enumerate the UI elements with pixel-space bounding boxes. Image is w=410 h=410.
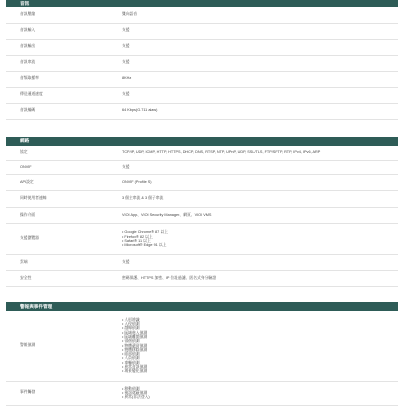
list-item: • 異常音訊偵測 (122, 365, 398, 369)
spec-key: 傳送通道速度 (6, 87, 116, 103)
list-item: • 人形辨識 (122, 318, 398, 322)
spec-value: 密碼保護、HTTPS 加密、IP 位址過濾、匿名式身分驗證 (116, 271, 398, 287)
list-item: • 車輛偵測 (122, 361, 398, 365)
table-row (6, 161, 398, 175)
spec-page (6, 0, 398, 406)
section-title: 音訊 (20, 0, 30, 6)
spec-value (116, 224, 398, 255)
spec-value: ONVIF (Profile S) (116, 175, 398, 191)
list-item: • 區域進入偵測 (122, 331, 398, 335)
spec-value: 8KHz (116, 71, 398, 87)
spec-value: 64 Kbps(G.711 alaw) (116, 103, 398, 119)
spec-value: 3 個主串流 & 3 個子串流 (116, 191, 398, 208)
browser-list (122, 230, 398, 247)
list-item: • 物體移除偵測 (122, 348, 398, 352)
table-row (6, 7, 398, 23)
table-row (6, 208, 398, 224)
detection-list (122, 318, 398, 374)
section-title: 警報與事件管理 (20, 303, 53, 309)
spec-key: 安全性 (6, 271, 116, 287)
table-row (6, 191, 398, 208)
table-row (6, 87, 398, 103)
spec-value: 支援 (116, 255, 398, 271)
list-item: • Safari® 11 以上 (122, 239, 398, 243)
event-list (122, 387, 398, 400)
table-row (6, 381, 398, 405)
section-header-audio (6, 0, 398, 7)
spec-key: 音訊串流 (6, 55, 116, 71)
list-item: • Microsoft® Edge 91 以上 (122, 243, 398, 247)
spec-key: 雲端 (6, 255, 116, 271)
list-item: • 移動偵測 (122, 387, 398, 391)
table-row (6, 55, 398, 71)
list-item: • 場景變化偵測 (122, 369, 398, 373)
spec-key: 支援瀏覽器 (6, 224, 116, 255)
list-item: • Firefox® 82 以上 (122, 235, 398, 239)
spec-key: 事件觸發 (6, 381, 116, 405)
list-item: • 徘徊偵測 (122, 339, 398, 343)
spec-key: 同時使用者連線 (6, 191, 116, 208)
table-row (6, 255, 398, 271)
spec-value (116, 311, 398, 381)
list-item: • 物體遺留偵測 (122, 344, 398, 348)
spec-value: 雙向語音 (116, 7, 398, 23)
list-item: • 人員偵測 (122, 356, 398, 360)
list-item: • 入侵偵測 (122, 322, 398, 326)
spec-key: 音訊壓縮 (6, 7, 116, 23)
spec-key: 音訊輸入 (6, 23, 116, 39)
network-spec-table (6, 146, 398, 288)
table-row (6, 311, 398, 381)
list-item: • 視訊遮蔽偵測 (122, 391, 398, 395)
list-item: • 越線偵測 (122, 326, 398, 330)
spec-key: ONVIF (6, 161, 116, 175)
table-row (6, 39, 398, 55)
list-item: • 區域離開偵測 (122, 335, 398, 339)
table-row (6, 224, 398, 255)
alarm-spec-table (6, 311, 398, 406)
spec-key: 協定 (6, 146, 116, 161)
spec-value: 支援 (116, 87, 398, 103)
spec-key: 音頻取樣率 (6, 71, 116, 87)
table-row (6, 23, 398, 39)
table-row (6, 103, 398, 119)
spec-value: 支援 (116, 55, 398, 71)
audio-spec-table (6, 7, 398, 120)
section-gap (6, 287, 398, 302)
spec-value: 支援 (116, 23, 398, 39)
spec-value: 支援 (116, 161, 398, 175)
spec-value (116, 381, 398, 405)
table-row (6, 146, 398, 161)
spec-key: 音訊編碼 (6, 103, 116, 119)
section-header-alarm (6, 302, 398, 311)
spec-key: 警報偵測 (6, 311, 116, 381)
spec-key: 操作介面 (6, 208, 116, 224)
spec-key: API設定 (6, 175, 116, 191)
spec-value: TCP/IP, UDP, ICMP, HTTP, HTTPS, DHCP, DNS, RTSP, NTP, UPnP, UDP, SSL/TLS, FTP/SFTP, RTP, IPv4, IPv6, ARP (116, 146, 398, 161)
spec-value: VIOI App、VIOI Security Manager、網頁、VIOI VMS (116, 208, 398, 224)
list-item: • Google Chrome® 87 以上 (122, 230, 398, 234)
spec-value: 支援 (116, 39, 398, 55)
section-title: 網路 (20, 138, 30, 143)
section-header-network (6, 137, 398, 146)
table-row (6, 271, 398, 287)
section-gap (6, 120, 398, 137)
table-row (6, 175, 398, 191)
list-item: • 面部偵測 (122, 352, 398, 356)
spec-key: 音訊輸出 (6, 39, 116, 55)
list-item: • 異常(非法登入) (122, 395, 398, 399)
table-row (6, 71, 398, 87)
